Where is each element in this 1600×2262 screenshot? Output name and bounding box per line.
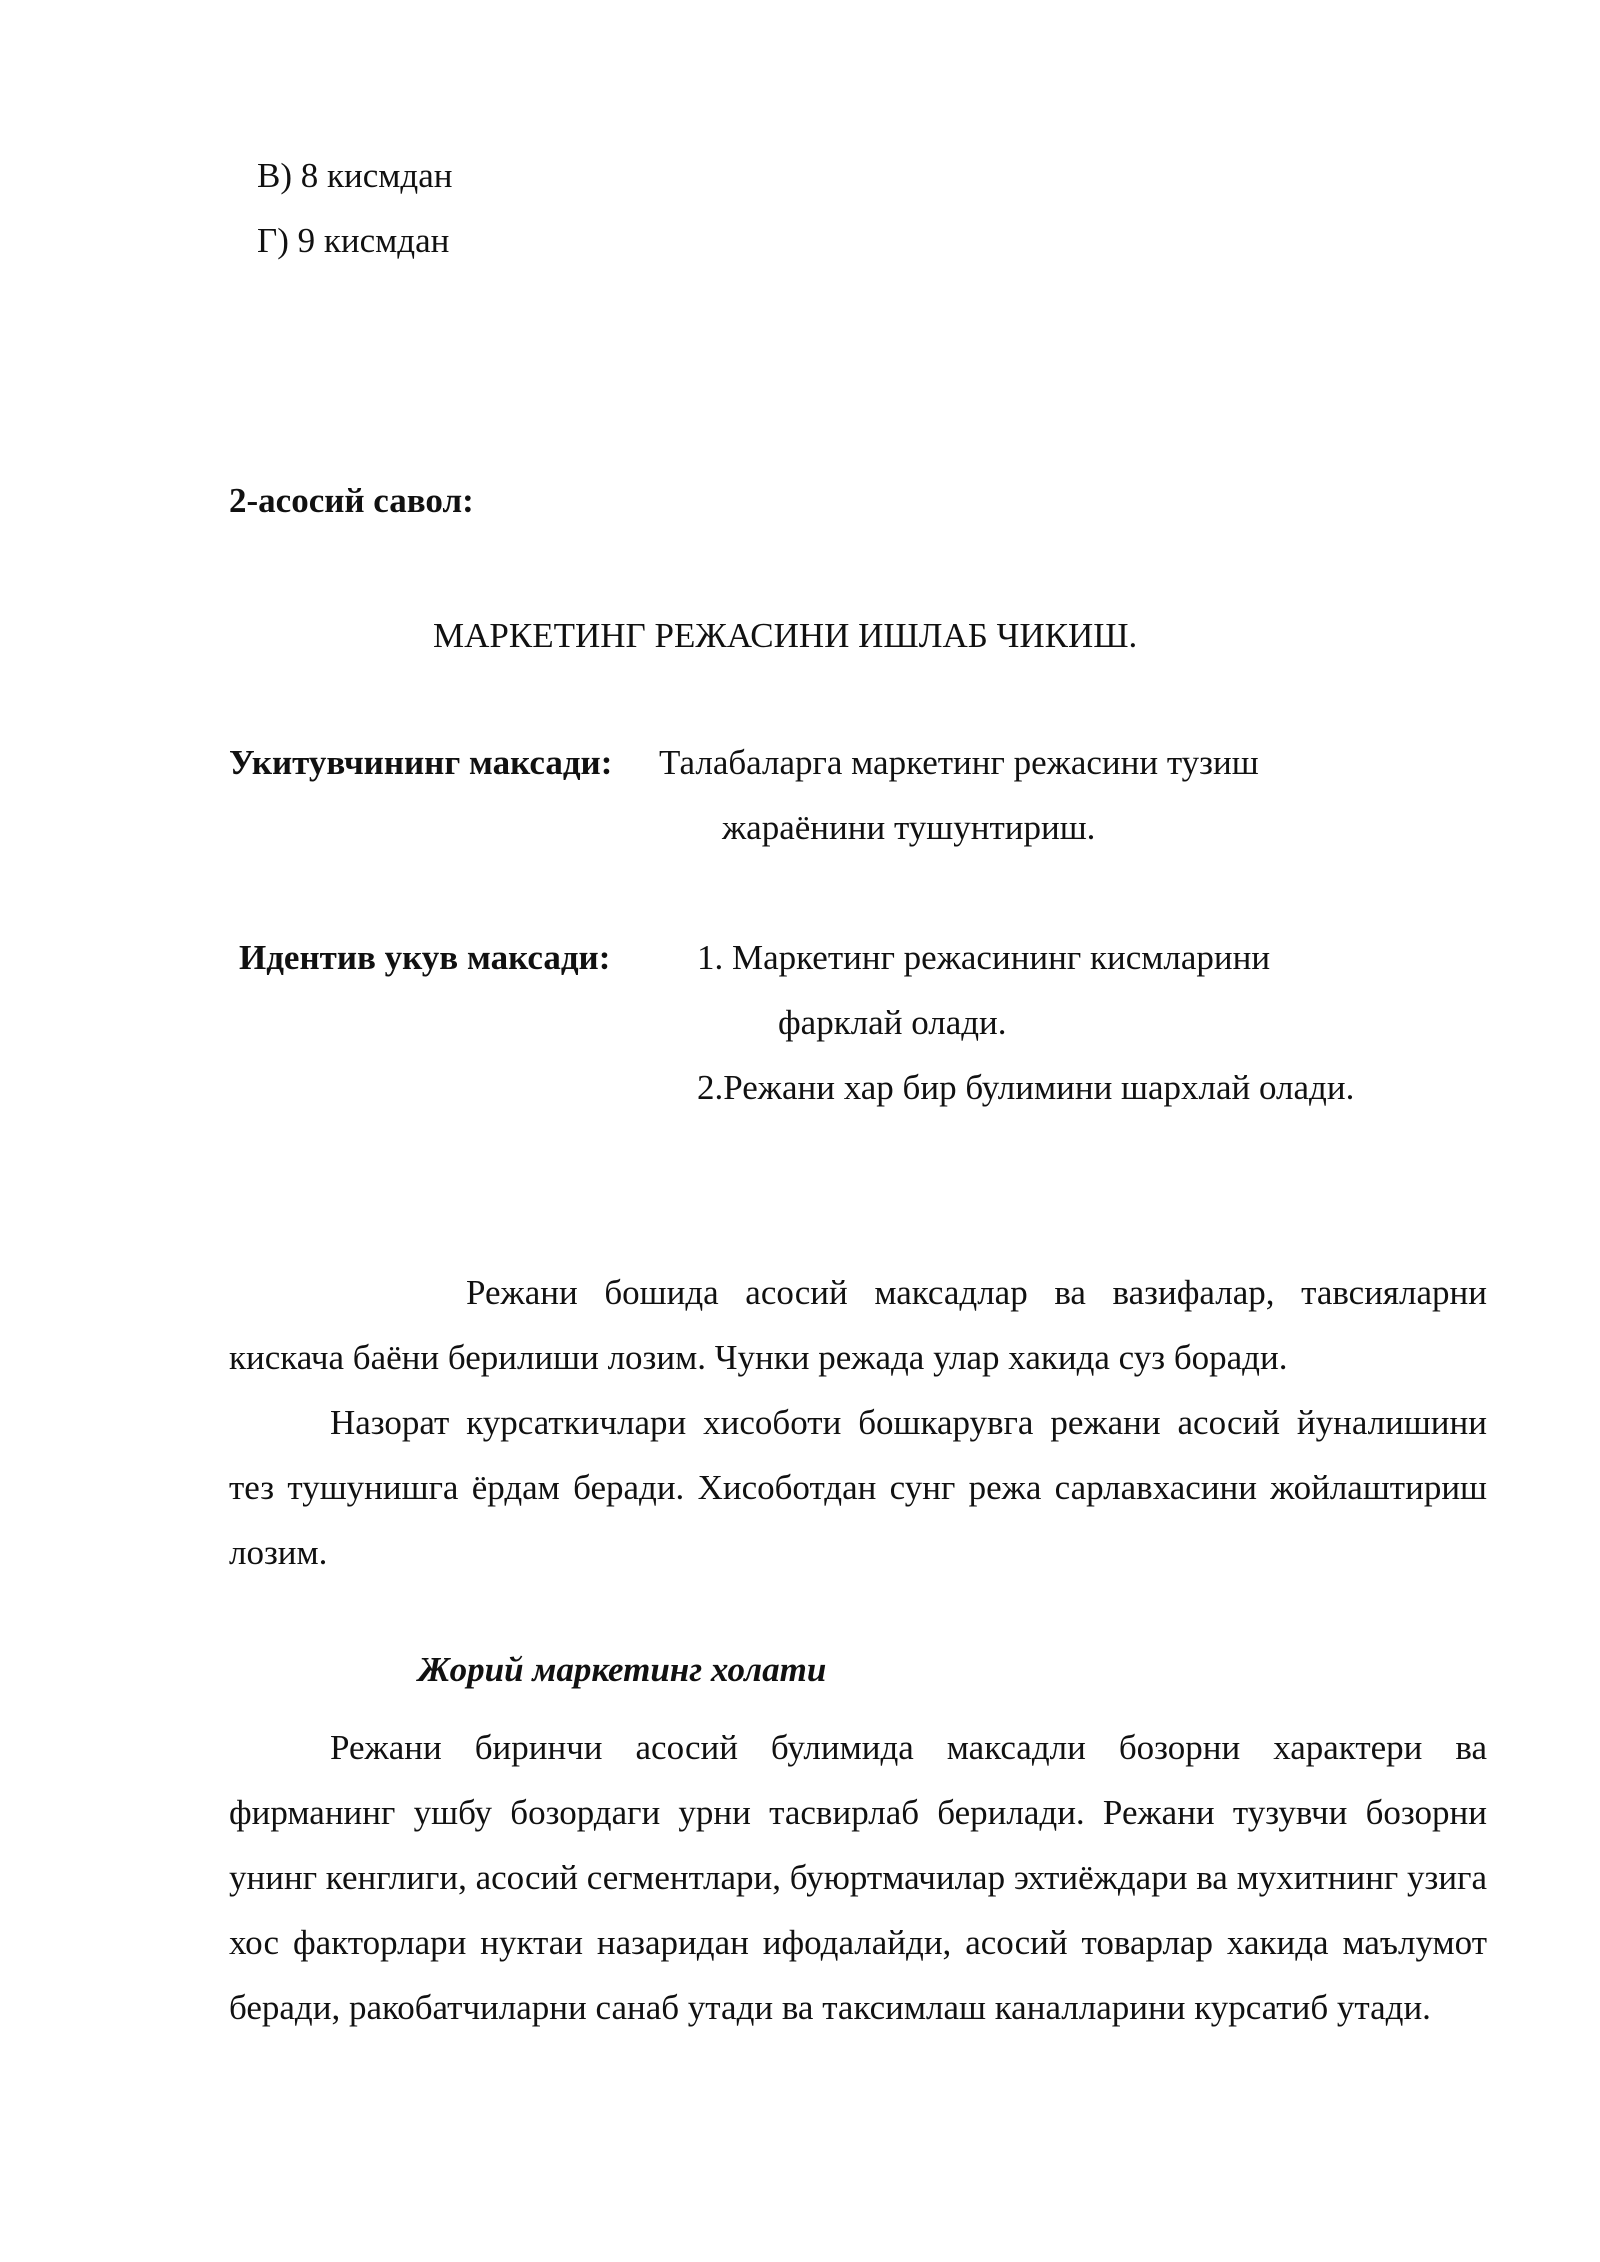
teacher-goal-line1: Талабаларга маркетинг режасини тузиш xyxy=(659,743,1259,782)
paragraph-control-text: Назорат курсаткичлари хисоботи бошкарувга режани асосий йуналишини тез тушунишга ёрдам беради. Хисоботдан сунг режа сарлавхасини жойлаштириш лозим. xyxy=(229,1403,1487,1572)
learning-goal-item2: 2.Режани хар бир булимини шархлай олади. xyxy=(697,1068,1355,1107)
teacher-goal-label: Укитувчининг максади: xyxy=(229,743,613,782)
option-g: Г) 9 кисмдан xyxy=(257,221,450,260)
paragraph-intro-text: Режани бошида асосий максадлар ва вазифалар, тавсияларни кискача баёни берилиши лозим. Чунки режада улар хакида суз боради. xyxy=(229,1273,1487,1377)
paragraph-control xyxy=(229,1390,1487,1585)
learning-goal-item1-cont: фарклай олади. xyxy=(778,1003,1007,1042)
option-v: В) 8 кисмдан xyxy=(257,156,453,195)
teacher-goal-line2: жараёнини тушунтириш. xyxy=(722,808,1096,847)
paragraph-market-state-text: Режани биринчи асосий булимида максадли бозорни характери ва фирманинг ушбу бозордаги урни тасвирлаб берилади. Режани тузувчи бозорни унинг кенглиги, асосий сегментлари, буюртмачилар эхтиёждари ва мухитнинг узига хос факторлари нуктаи назаридан ифодалайди, асосий товарлар хакида маълумот беради, ракобатчиларни санаб утади ва таксимлаш каналларини курсатиб утади. xyxy=(229,1728,1487,2027)
subsection-heading: Жорий маркетинг холати xyxy=(418,1650,827,1689)
paragraph-intro xyxy=(229,1260,1487,1390)
learning-goal-label: Идентив укув максади: xyxy=(239,938,611,977)
section-title: МАРКЕТИНГ РЕЖАСИНИ ИШЛАБ ЧИКИШ. xyxy=(433,616,1138,655)
paragraph-market-state xyxy=(229,1715,1487,2040)
question-label: 2-асосий савол: xyxy=(229,481,474,520)
learning-goal-item1: 1. Маркетинг режасининг кисмларини xyxy=(697,938,1271,977)
